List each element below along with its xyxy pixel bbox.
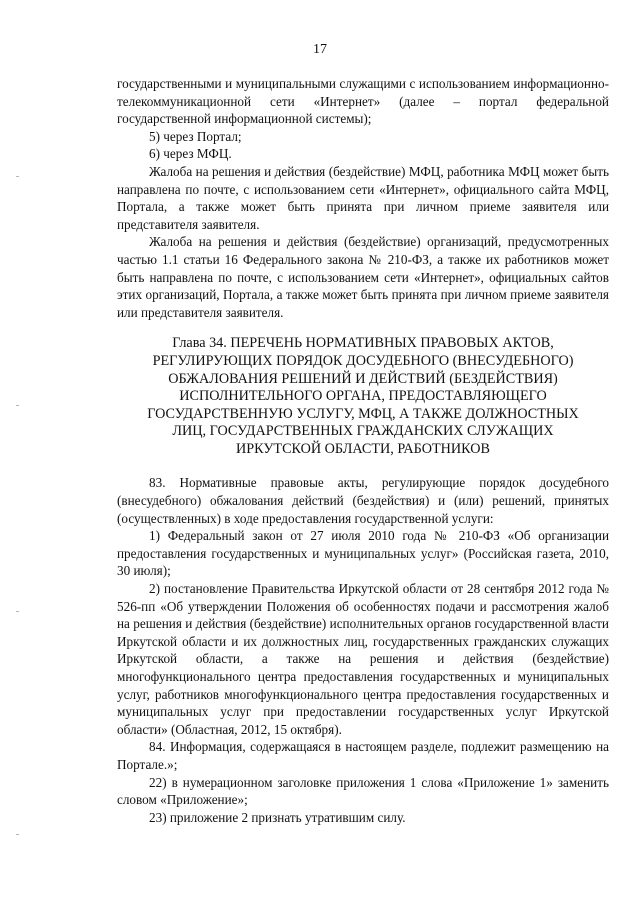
paragraph: 2) постановление Правительства Иркутской области от 28 сентября 2012 года № 526-пп «Об утверждении Положения об особенностях подачи и рассмотрения жалоб на решения и действия (бездействие) исполнительных органов государственной власти Иркутской области и их должностных лиц, государственных гражданских служащих Иркутской области, а также на решения и действия (бездействие) многофункционального центра предоставления государственных и муниципальных услуг, работников многофункционального центра предоставления государственных и муниципальных услуг при предоставлении государственных услуг Иркутской области» (Областная, 2012, 15 октября).	[117, 581, 609, 737]
margin-mark	[16, 405, 19, 406]
chapter-heading-line: ЛИЦ, ГОСУДАРСТВЕННЫХ ГРАЖДАНСКИХ СЛУЖАЩИХ	[172, 423, 554, 440]
page-number: 17	[313, 42, 327, 57]
document-body	[117, 75, 609, 826]
chapter-heading-line: РЕГУЛИРУЮЩИХ ПОРЯДОК ДОСУДЕБНОГО (ВНЕСУДЕБНОГО)	[152, 352, 574, 369]
margin-mark	[16, 611, 19, 612]
chapter-heading-line: ОБЖАЛОВАНИЯ РЕШЕНИЙ И ДЕЙСТВИЙ (БЕЗДЕЙСТВИЯ)	[168, 370, 558, 387]
paragraph: государственными и муниципальными служащими с использованием информационно-телекоммуникационной сети «Интернет» (далее – портал федеральной государственной информационной системы);	[117, 76, 609, 127]
paragraph: 6) через МФЦ.	[149, 146, 232, 162]
paragraph: 1) Федеральный закон от 27 июля 2010 года № 210-ФЗ «Об организации предоставления государственных и муниципальных услуг» (Российская газета, 2010, 30 июля);	[117, 528, 609, 579]
margin-mark	[16, 834, 19, 835]
chapter-heading-line: ГОСУДАРСТВЕННУЮ УСЛУГУ, МФЦ, А ТАКЖЕ ДОЛЖНОСТНЫХ	[147, 405, 579, 422]
paragraph: 5) через Портал;	[149, 128, 242, 144]
paragraph: 84. Информация, содержащаяся в настоящем разделе, подлежит размещению на Портале.»;	[117, 739, 609, 772]
paragraph: Жалоба на решения и действия (бездействие) МФЦ, работника МФЦ может быть направлена по почте, с использованием сети «Интернет», официального сайта МФЦ, Портала, а также может быть принята при личном приеме заявителя или представителя заявителя.	[117, 163, 609, 232]
paragraph: 22) в нумерационном заголовке приложения 1 слова «Приложение 1» заменить словом «Приложение»;	[117, 774, 609, 808]
chapter-heading	[117, 335, 609, 458]
paragraph: Жалоба на решения и действия (бездействие) организаций, предусмотренных частью 1.1 статьи 16 Федерального закона № 210-ФЗ, а также их работников может быть направлена по почте, с использованием сети «Интернет», официальных сайтов этих организаций, Портала, а также может быть принята при личном приеме заявителя или представителя заявителя.	[117, 234, 609, 320]
chapter-heading-line: Глава 34. ПЕРЕЧЕНЬ НОРМАТИВНЫХ ПРАВОВЫХ АКТОВ,	[172, 335, 554, 352]
paragraph: 83. Нормативные правовые акты, регулирующие порядок досудебного (внесудебного) обжалования действий (бездействия) и (или) решений, принятых (осуществленных) в ходе предоставления государственной услуги:	[117, 475, 609, 526]
paragraph: 23) приложение 2 признать утратившим силу.	[149, 809, 406, 825]
margin-mark	[16, 176, 19, 177]
chapter-heading-line: ИРКУТСКОЙ ОБЛАСТИ, РАБОТНИКОВ	[236, 440, 490, 457]
chapter-heading-line: ИСПОЛНИТЕЛЬНОГО ОРГАНА, ПРЕДОСТАВЛЯЮЩЕГО	[179, 388, 547, 405]
